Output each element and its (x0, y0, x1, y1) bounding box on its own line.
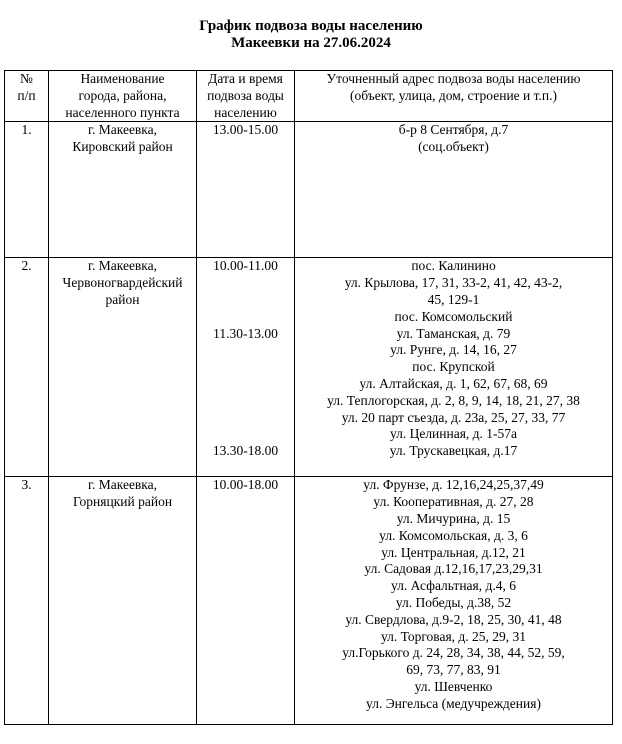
row-address-line: ул. Свердлова, д.9-2, 18, 25, 30, 41, 48 (345, 611, 562, 627)
row-locality-line: г. Макеевка, (87, 477, 158, 493)
row-address-line: ул. Центральная, д.12, 21 (381, 544, 526, 560)
row-number-text: 1. (21, 122, 32, 138)
row-number-text: 3. (21, 477, 32, 493)
header-locality-line: города, района, (78, 87, 167, 103)
header-number-line: п/п (17, 87, 36, 103)
row-address-line: ул. Теплогорская, д. 2, 8, 9, 14, 18, 21, 27, 38 (327, 392, 580, 408)
row-address-line: ул. Асфальтная, д.4, 6 (390, 578, 517, 594)
table-row (5, 258, 613, 477)
row-address-line: ул.Горького д. 24, 28, 34, 38, 44, 52, 59, (342, 645, 565, 661)
row-address-line: ул. Комсомольская, д. 3, 6 (379, 527, 528, 543)
row-address-line: ул. Алтайская, д. 1, 62, 67, 68, 69 (359, 375, 548, 391)
row-locality-line: г. Макеевка, (87, 258, 158, 274)
row-address-line: пос. Калинино (411, 258, 496, 274)
row-locality-line: Горняцкий район (72, 494, 173, 510)
row-address-line: ул. Целинная, д. 1-57а (389, 426, 518, 442)
row-time (197, 477, 295, 725)
header-number (5, 71, 49, 122)
row-address-line: ул. Шевченко (414, 678, 493, 694)
header-datetime-line: населению (214, 104, 277, 120)
row-address-line: ул. 20 парт съезда, д. 23а, 25, 27, 33, 77 (341, 409, 566, 425)
row-locality-line: район (105, 291, 140, 307)
row-address-line: ул. Энгельса (медучреждения) (366, 695, 541, 711)
row-address-line: ул. Фрунзе, д. 12,16,24,25,37,49 (363, 477, 544, 493)
row-time-slot: 11.30-13.00 (213, 325, 278, 341)
row-number-text: 2. (21, 258, 32, 274)
header-locality-line: населенного пункта (65, 104, 180, 120)
row-address-line: ул. Рунге, д. 14, 16, 27 (390, 342, 517, 358)
row-address-line: пос. Крупской (412, 359, 495, 375)
header-locality-line: Наименование (80, 71, 165, 86)
row-address-line: б-р 8 Сентября, д.7 (398, 122, 509, 138)
row-time (197, 122, 295, 258)
table-header-row (5, 71, 613, 122)
water-delivery-schedule-table (4, 70, 613, 725)
row-locality-line: Червоногвардейский (62, 275, 183, 291)
row-address-line: ул. Торговая, д. 25, 29, 31 (380, 628, 527, 644)
table-row (5, 477, 613, 725)
row-address-line: 45, 129-1 (427, 291, 480, 307)
title-line-1: График подвоза воды населению (199, 18, 423, 34)
row-number (5, 258, 49, 477)
row-address (295, 122, 613, 258)
row-time (197, 258, 295, 477)
document-title (0, 18, 622, 52)
row-number (5, 477, 49, 725)
row-locality (49, 258, 197, 477)
row-address-line: ул. Мичурина, д. 15 (396, 510, 511, 526)
row-address-line: ул. Крылова, 17, 31, 33-2, 41, 42, 43-2, (344, 275, 563, 291)
row-locality-line: Кировский район (72, 139, 173, 155)
row-address-line: ул. Победы, д.38, 52 (395, 594, 512, 610)
header-number-line: № (20, 71, 33, 86)
row-time-slot: 13.00-15.00 (212, 122, 279, 138)
row-address-line: (соц.объект) (418, 139, 489, 155)
row-address-line: ул. Трускавецкая, д.17 (389, 443, 518, 459)
header-locality (49, 71, 197, 122)
row-locality-line: г. Макеевка, (87, 122, 158, 138)
row-time-slot: 10.00-11.00 (213, 258, 278, 274)
header-datetime-line: подвоза воды (207, 87, 284, 103)
row-time-slot: 10.00-18.00 (212, 477, 279, 493)
table-row (5, 122, 613, 258)
row-address-line: ул. Кооперативная, д. 27, 28 (373, 494, 534, 510)
row-locality (49, 122, 197, 258)
row-address (295, 477, 613, 725)
row-locality (49, 477, 197, 725)
header-address (295, 71, 613, 122)
title-line-2: Макеевки на 27.06.2024 (231, 35, 391, 51)
row-address (295, 258, 613, 477)
header-address-line: Уточненный адрес подвоза воды населению (326, 71, 581, 86)
row-address-line: ул. Таманская, д. 79 (396, 325, 511, 341)
row-address-line: пос. Комсомольский (394, 308, 513, 324)
header-datetime-line: Дата и время (208, 71, 283, 86)
row-time-slot: 13.30-18.00 (212, 443, 279, 459)
header-datetime (197, 71, 295, 122)
row-number (5, 122, 49, 258)
header-address-line: (объект, улица, дом, строение и т.п.) (350, 87, 557, 103)
row-address-line: ул. Садовая д.12,16,17,23,29,31 (364, 561, 543, 577)
row-address-line: 69, 73, 77, 83, 91 (406, 662, 501, 678)
